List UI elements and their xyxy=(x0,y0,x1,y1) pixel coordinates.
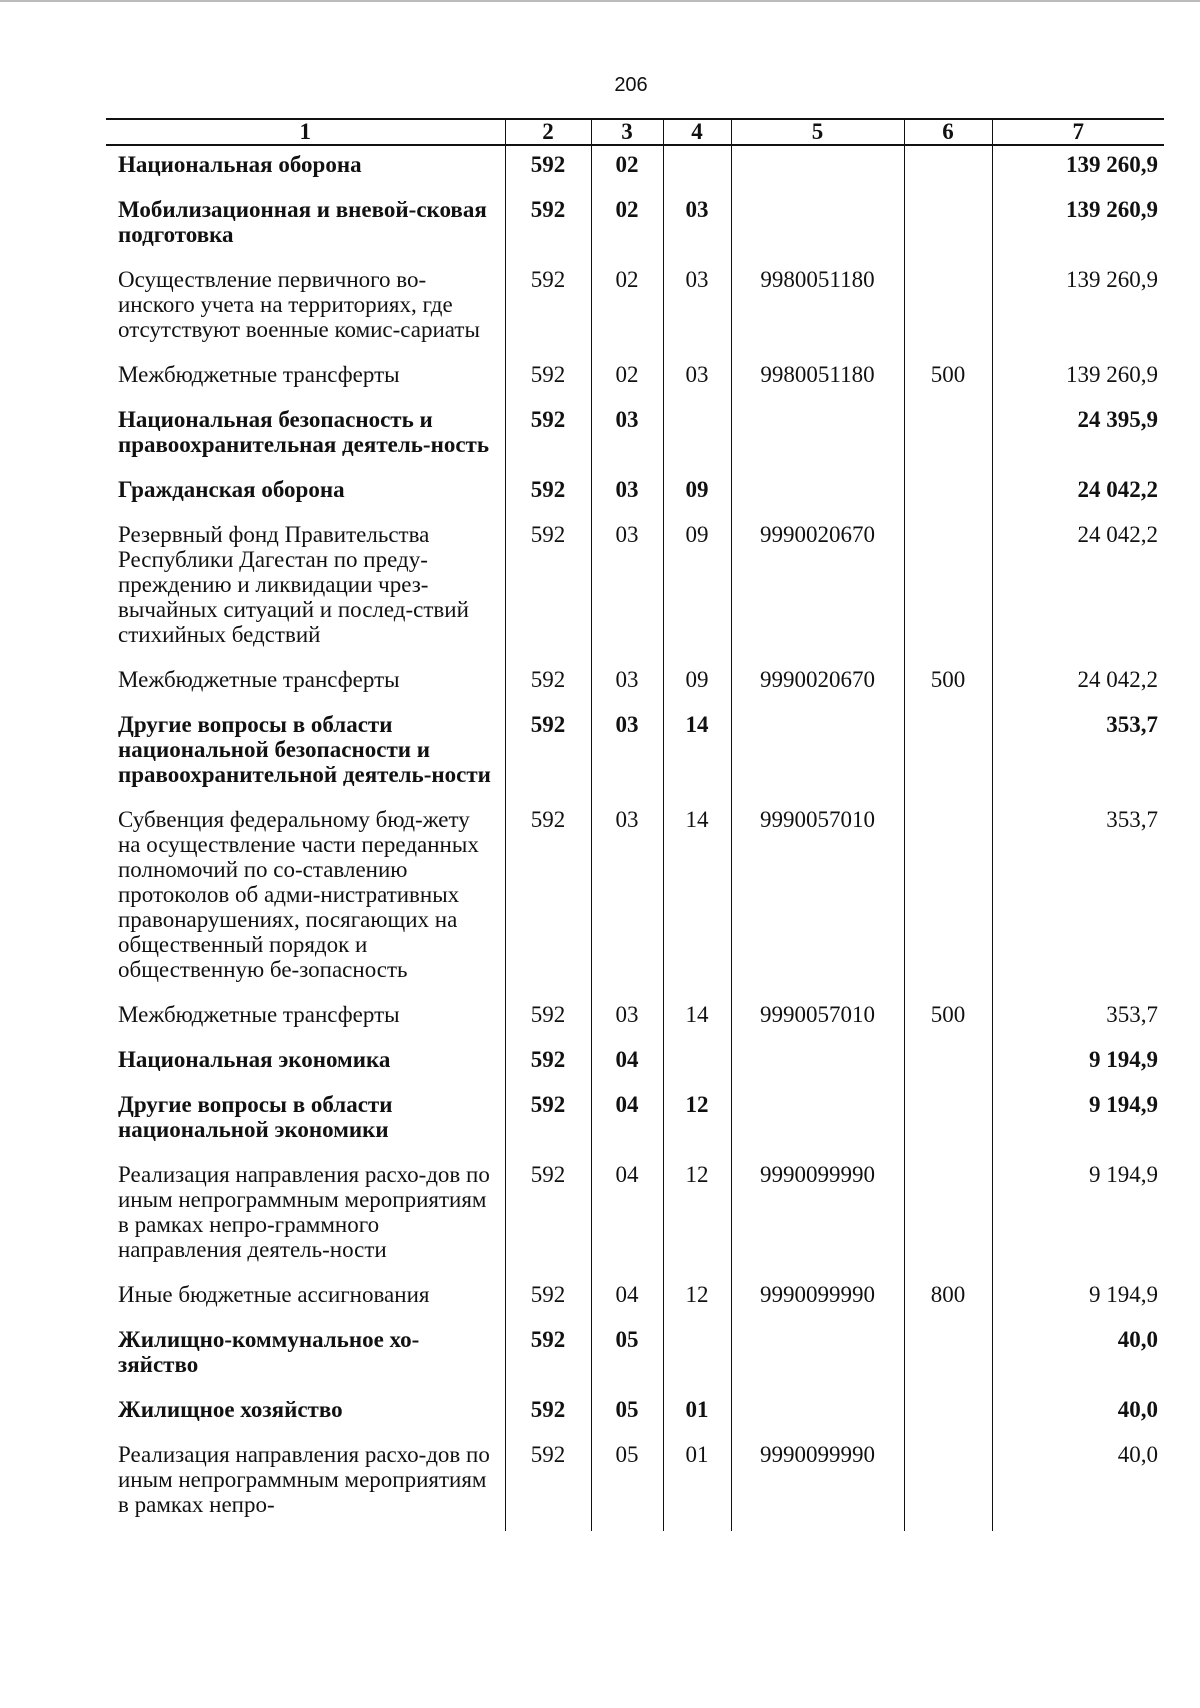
row-expense-type: 500 xyxy=(904,661,992,706)
row-target-article: 9980051180 xyxy=(731,356,904,401)
row-expense-type xyxy=(904,801,992,996)
row-gov-code: 592 xyxy=(505,401,591,471)
budget-table-container xyxy=(106,118,1164,1578)
row-subsection: 14 xyxy=(663,801,731,996)
row-subsection: 12 xyxy=(663,1086,731,1156)
row-section: 03 xyxy=(591,471,663,516)
row-title: Национальная оборона xyxy=(118,152,362,177)
row-target-article xyxy=(731,1086,904,1156)
row-target-article: 9990057010 xyxy=(731,801,904,996)
header-col-7: 7 xyxy=(992,119,1164,145)
row-amount: 139 260,9 xyxy=(992,145,1164,191)
row-subsection: 14 xyxy=(663,996,731,1041)
row-subsection xyxy=(663,401,731,471)
row-target-article xyxy=(731,706,904,801)
row-title: Осуществление первичного во-инского учета на территориях, где отсутствуют военные комис-сариаты xyxy=(118,267,480,342)
row-target-article xyxy=(731,401,904,471)
table-row xyxy=(106,1041,1164,1086)
row-subsection: 01 xyxy=(663,1436,731,1531)
table-row xyxy=(106,261,1164,356)
row-subsection xyxy=(663,1321,731,1391)
row-expense-type xyxy=(904,516,992,661)
row-gov-code: 592 xyxy=(505,1086,591,1156)
header-col-1: 1 xyxy=(106,119,505,145)
row-section: 02 xyxy=(591,261,663,356)
table-row xyxy=(106,1156,1164,1276)
row-title: Гражданская оборона xyxy=(118,477,345,502)
row-title: Субвенция федеральному бюд-жету на осуществление части переданных полномочий по со-ставлению протоколов об адми-нистративных правонарушениях, посягающих на общественный порядок и общественную бе-зопасность xyxy=(118,807,479,982)
row-target-article xyxy=(731,471,904,516)
table-row xyxy=(106,356,1164,401)
row-expense-type xyxy=(904,1321,992,1391)
table-row xyxy=(106,1436,1164,1531)
row-expense-type: 500 xyxy=(904,356,992,401)
row-section: 02 xyxy=(591,145,663,191)
row-target-article xyxy=(731,1041,904,1086)
row-gov-code: 592 xyxy=(505,145,591,191)
row-gov-code: 592 xyxy=(505,1156,591,1276)
row-amount: 24 395,9 xyxy=(992,401,1164,471)
row-target-article: 9990057010 xyxy=(731,996,904,1041)
row-gov-code: 592 xyxy=(505,471,591,516)
row-amount: 139 260,9 xyxy=(992,261,1164,356)
table-row xyxy=(106,191,1164,261)
row-amount: 139 260,9 xyxy=(992,191,1164,261)
row-subsection xyxy=(663,1041,731,1086)
row-title: Мобилизационная и вневой-сковая подготовка xyxy=(118,197,487,247)
row-section: 03 xyxy=(591,706,663,801)
row-amount: 353,7 xyxy=(992,996,1164,1041)
row-expense-type xyxy=(904,401,992,471)
header-col-2: 2 xyxy=(505,119,591,145)
row-expense-type xyxy=(904,706,992,801)
row-expense-type xyxy=(904,471,992,516)
row-title: Реализация направления расхо-дов по иным непрограммным мероприятиям в рамках непро- xyxy=(118,1442,490,1517)
row-amount: 24 042,2 xyxy=(992,471,1164,516)
row-subsection: 03 xyxy=(663,191,731,261)
table-row xyxy=(106,801,1164,996)
row-amount: 9 194,9 xyxy=(992,1086,1164,1156)
row-gov-code: 592 xyxy=(505,1436,591,1531)
table-header-row xyxy=(106,119,1164,145)
row-expense-type xyxy=(904,191,992,261)
table-row xyxy=(106,1321,1164,1391)
table-row xyxy=(106,401,1164,471)
row-amount: 24 042,2 xyxy=(992,661,1164,706)
row-gov-code: 592 xyxy=(505,1041,591,1086)
row-subsection: 12 xyxy=(663,1156,731,1276)
row-subsection: 03 xyxy=(663,356,731,401)
row-gov-code: 592 xyxy=(505,191,591,261)
page-number: 206 xyxy=(614,74,648,96)
row-section: 05 xyxy=(591,1436,663,1531)
table-row xyxy=(106,1276,1164,1321)
header-col-3: 3 xyxy=(591,119,663,145)
row-subsection: 01 xyxy=(663,1391,731,1436)
row-title: Межбюджетные трансферты xyxy=(118,667,400,692)
row-target-article: 9990099990 xyxy=(731,1276,904,1321)
row-title: Реализация направления расхо-дов по иным непрограммным мероприятиям в рамках непро-граммного направления деятель-ности xyxy=(118,1162,490,1262)
row-subsection: 03 xyxy=(663,261,731,356)
page-top-edge xyxy=(0,0,1200,2)
row-expense-type xyxy=(904,1041,992,1086)
header-col-6: 6 xyxy=(904,119,992,145)
row-section: 04 xyxy=(591,1156,663,1276)
row-gov-code: 592 xyxy=(505,356,591,401)
row-gov-code: 592 xyxy=(505,661,591,706)
table-row xyxy=(106,996,1164,1041)
row-gov-code: 592 xyxy=(505,516,591,661)
row-gov-code: 592 xyxy=(505,996,591,1041)
row-subsection xyxy=(663,145,731,191)
row-section: 04 xyxy=(591,1041,663,1086)
table-body xyxy=(106,145,1164,1531)
row-expense-type: 500 xyxy=(904,996,992,1041)
row-expense-type xyxy=(904,1391,992,1436)
row-section: 04 xyxy=(591,1276,663,1321)
row-section: 03 xyxy=(591,516,663,661)
row-target-article xyxy=(731,145,904,191)
row-title: Национальная безопасность и правоохранительная деятель-ность xyxy=(118,407,489,457)
table-row xyxy=(106,706,1164,801)
row-target-article xyxy=(731,1391,904,1436)
row-section: 02 xyxy=(591,191,663,261)
table-row xyxy=(106,661,1164,706)
row-amount: 40,0 xyxy=(992,1321,1164,1391)
row-amount: 40,0 xyxy=(992,1436,1164,1531)
table-row xyxy=(106,145,1164,191)
row-gov-code: 592 xyxy=(505,1321,591,1391)
row-expense-type: 800 xyxy=(904,1276,992,1321)
row-target-article: 9990020670 xyxy=(731,516,904,661)
row-subsection: 12 xyxy=(663,1276,731,1321)
row-target-article: 9990099990 xyxy=(731,1436,904,1531)
row-target-article xyxy=(731,1321,904,1391)
row-section: 03 xyxy=(591,661,663,706)
row-title: Межбюджетные трансферты xyxy=(118,362,400,387)
row-target-article: 9990020670 xyxy=(731,661,904,706)
row-amount: 353,7 xyxy=(992,706,1164,801)
row-subsection: 14 xyxy=(663,706,731,801)
row-subsection: 09 xyxy=(663,516,731,661)
header-col-4: 4 xyxy=(663,119,731,145)
row-gov-code: 592 xyxy=(505,1391,591,1436)
row-amount: 24 042,2 xyxy=(992,516,1164,661)
row-section: 03 xyxy=(591,801,663,996)
row-title: Жилищное хозяйство xyxy=(118,1397,343,1422)
row-subsection: 09 xyxy=(663,471,731,516)
row-expense-type xyxy=(904,1086,992,1156)
row-gov-code: 592 xyxy=(505,1276,591,1321)
table-row xyxy=(106,471,1164,516)
row-amount: 9 194,9 xyxy=(992,1041,1164,1086)
row-expense-type xyxy=(904,145,992,191)
row-amount: 353,7 xyxy=(992,801,1164,996)
row-title: Межбюджетные трансферты xyxy=(118,1002,400,1027)
row-subsection: 09 xyxy=(663,661,731,706)
row-amount: 40,0 xyxy=(992,1391,1164,1436)
row-title: Резервный фонд Правительства Республики Дагестан по преду-преждению и ликвидации чрез-вычайных ситуаций и послед-ствий стихийных бедствий xyxy=(118,522,469,647)
row-expense-type xyxy=(904,1436,992,1531)
row-section: 05 xyxy=(591,1391,663,1436)
row-expense-type xyxy=(904,261,992,356)
table-row xyxy=(106,516,1164,661)
row-target-article: 9980051180 xyxy=(731,261,904,356)
row-amount: 9 194,9 xyxy=(992,1276,1164,1321)
row-gov-code: 592 xyxy=(505,801,591,996)
row-target-article: 9990099990 xyxy=(731,1156,904,1276)
row-title: Другие вопросы в области национальной безопасности и правоохранительной деятель-ности xyxy=(118,712,491,787)
row-expense-type xyxy=(904,1156,992,1276)
row-section: 02 xyxy=(591,356,663,401)
row-title: Иные бюджетные ассигнования xyxy=(118,1282,430,1307)
budget-table xyxy=(106,118,1164,1531)
row-title: Другие вопросы в области национальной экономики xyxy=(118,1092,393,1142)
row-amount: 139 260,9 xyxy=(992,356,1164,401)
row-gov-code: 592 xyxy=(505,706,591,801)
row-section: 03 xyxy=(591,996,663,1041)
table-row xyxy=(106,1391,1164,1436)
row-target-article xyxy=(731,191,904,261)
row-title: Национальная экономика xyxy=(118,1047,391,1072)
row-title: Жилищно-коммунальное хо-зяйство xyxy=(118,1327,420,1377)
row-gov-code: 592 xyxy=(505,261,591,356)
table-row xyxy=(106,1086,1164,1156)
row-amount: 9 194,9 xyxy=(992,1156,1164,1276)
row-section: 03 xyxy=(591,401,663,471)
row-section: 04 xyxy=(591,1086,663,1156)
header-col-5: 5 xyxy=(731,119,904,145)
row-section: 05 xyxy=(591,1321,663,1391)
